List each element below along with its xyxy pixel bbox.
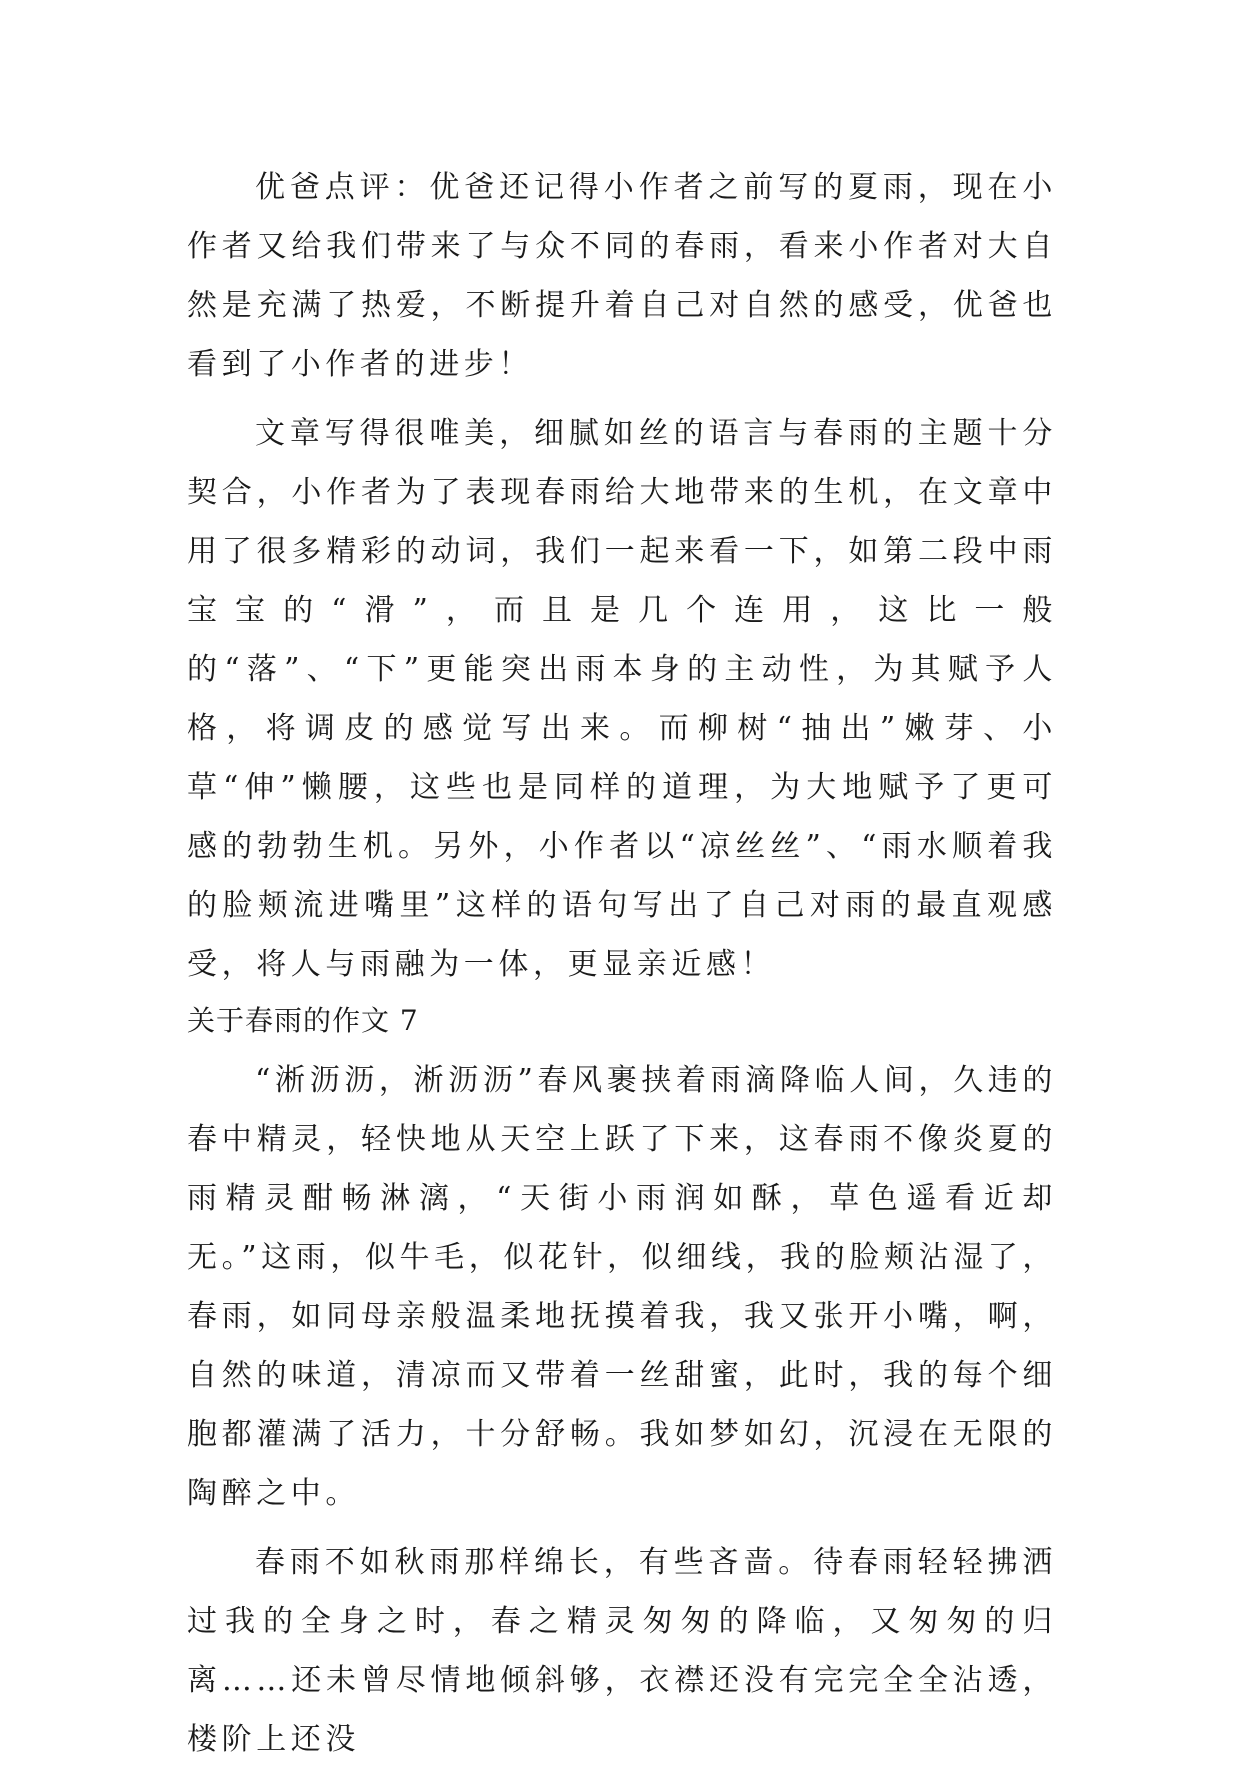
essay-paragraph: 春雨不如秋雨那样绵长，有些吝啬。待春雨轻轻拂洒过我的全身之时，春之精灵匆匆的降临，又匆匆的归离……还未曾尽情地倾斜够，衣襟还没有完完全全沾透，楼阶上还没 <box>187 1545 1057 1757</box>
document-page <box>187 158 1057 1769</box>
analysis-paragraph: 文章写得很唯美，细腻如丝的语言与春雨的主题十分契合，小作者为了表现春雨给大地带来的生机，在文章中用了很多精彩的动词，我们一起来看一下，如第二段中雨宝宝的“滑”，而且是几个连用，这比一般的“落”、“下”更能突出雨本身的主动性，为其赋予人格，将调皮的感觉写出来。而柳树“抽出”嫩芽、小草“伸”懒腰，这些也是同样的道理，为大地赋予了更可感的勃勃生机。另外，小作者以“凉丝丝”、“雨水顺着我的脸颊流进嘴里”这样的语句写出了自己对雨的最直观感受，将人与雨融为一体，更显亲近感！ <box>187 416 1057 982</box>
comment-paragraph: 优爸点评：优爸还记得小作者之前写的夏雨，现在小作者又给我们带来了与众不同的春雨，看来小作者对大自然是充满了热爱，不断提升着自己对自然的感受，优爸也看到了小作者的进步！ <box>187 170 1057 382</box>
essay-paragraph: “淅沥沥，淅沥沥”春风裹挟着雨滴降临人间，久违的春中精灵，轻快地从天空上跃了下来，这春雨不像炎夏的雨精灵酣畅淋漓，“天街小雨润如酥，草色遥看近却无。”这雨，似牛毛，似花针，似细线，我的脸颊沾湿了，春雨，如同母亲般温柔地抚摸着我，我又张开小嘴，啊，自然的味道，清凉而又带着一丝甜蜜，此时，我的每个细胞都灌满了活力，十分舒畅。我如梦如幻，沉浸在无限的陶醉之中。 <box>187 1063 1057 1511</box>
section-title: 关于春雨的作文 7 <box>187 1004 419 1037</box>
